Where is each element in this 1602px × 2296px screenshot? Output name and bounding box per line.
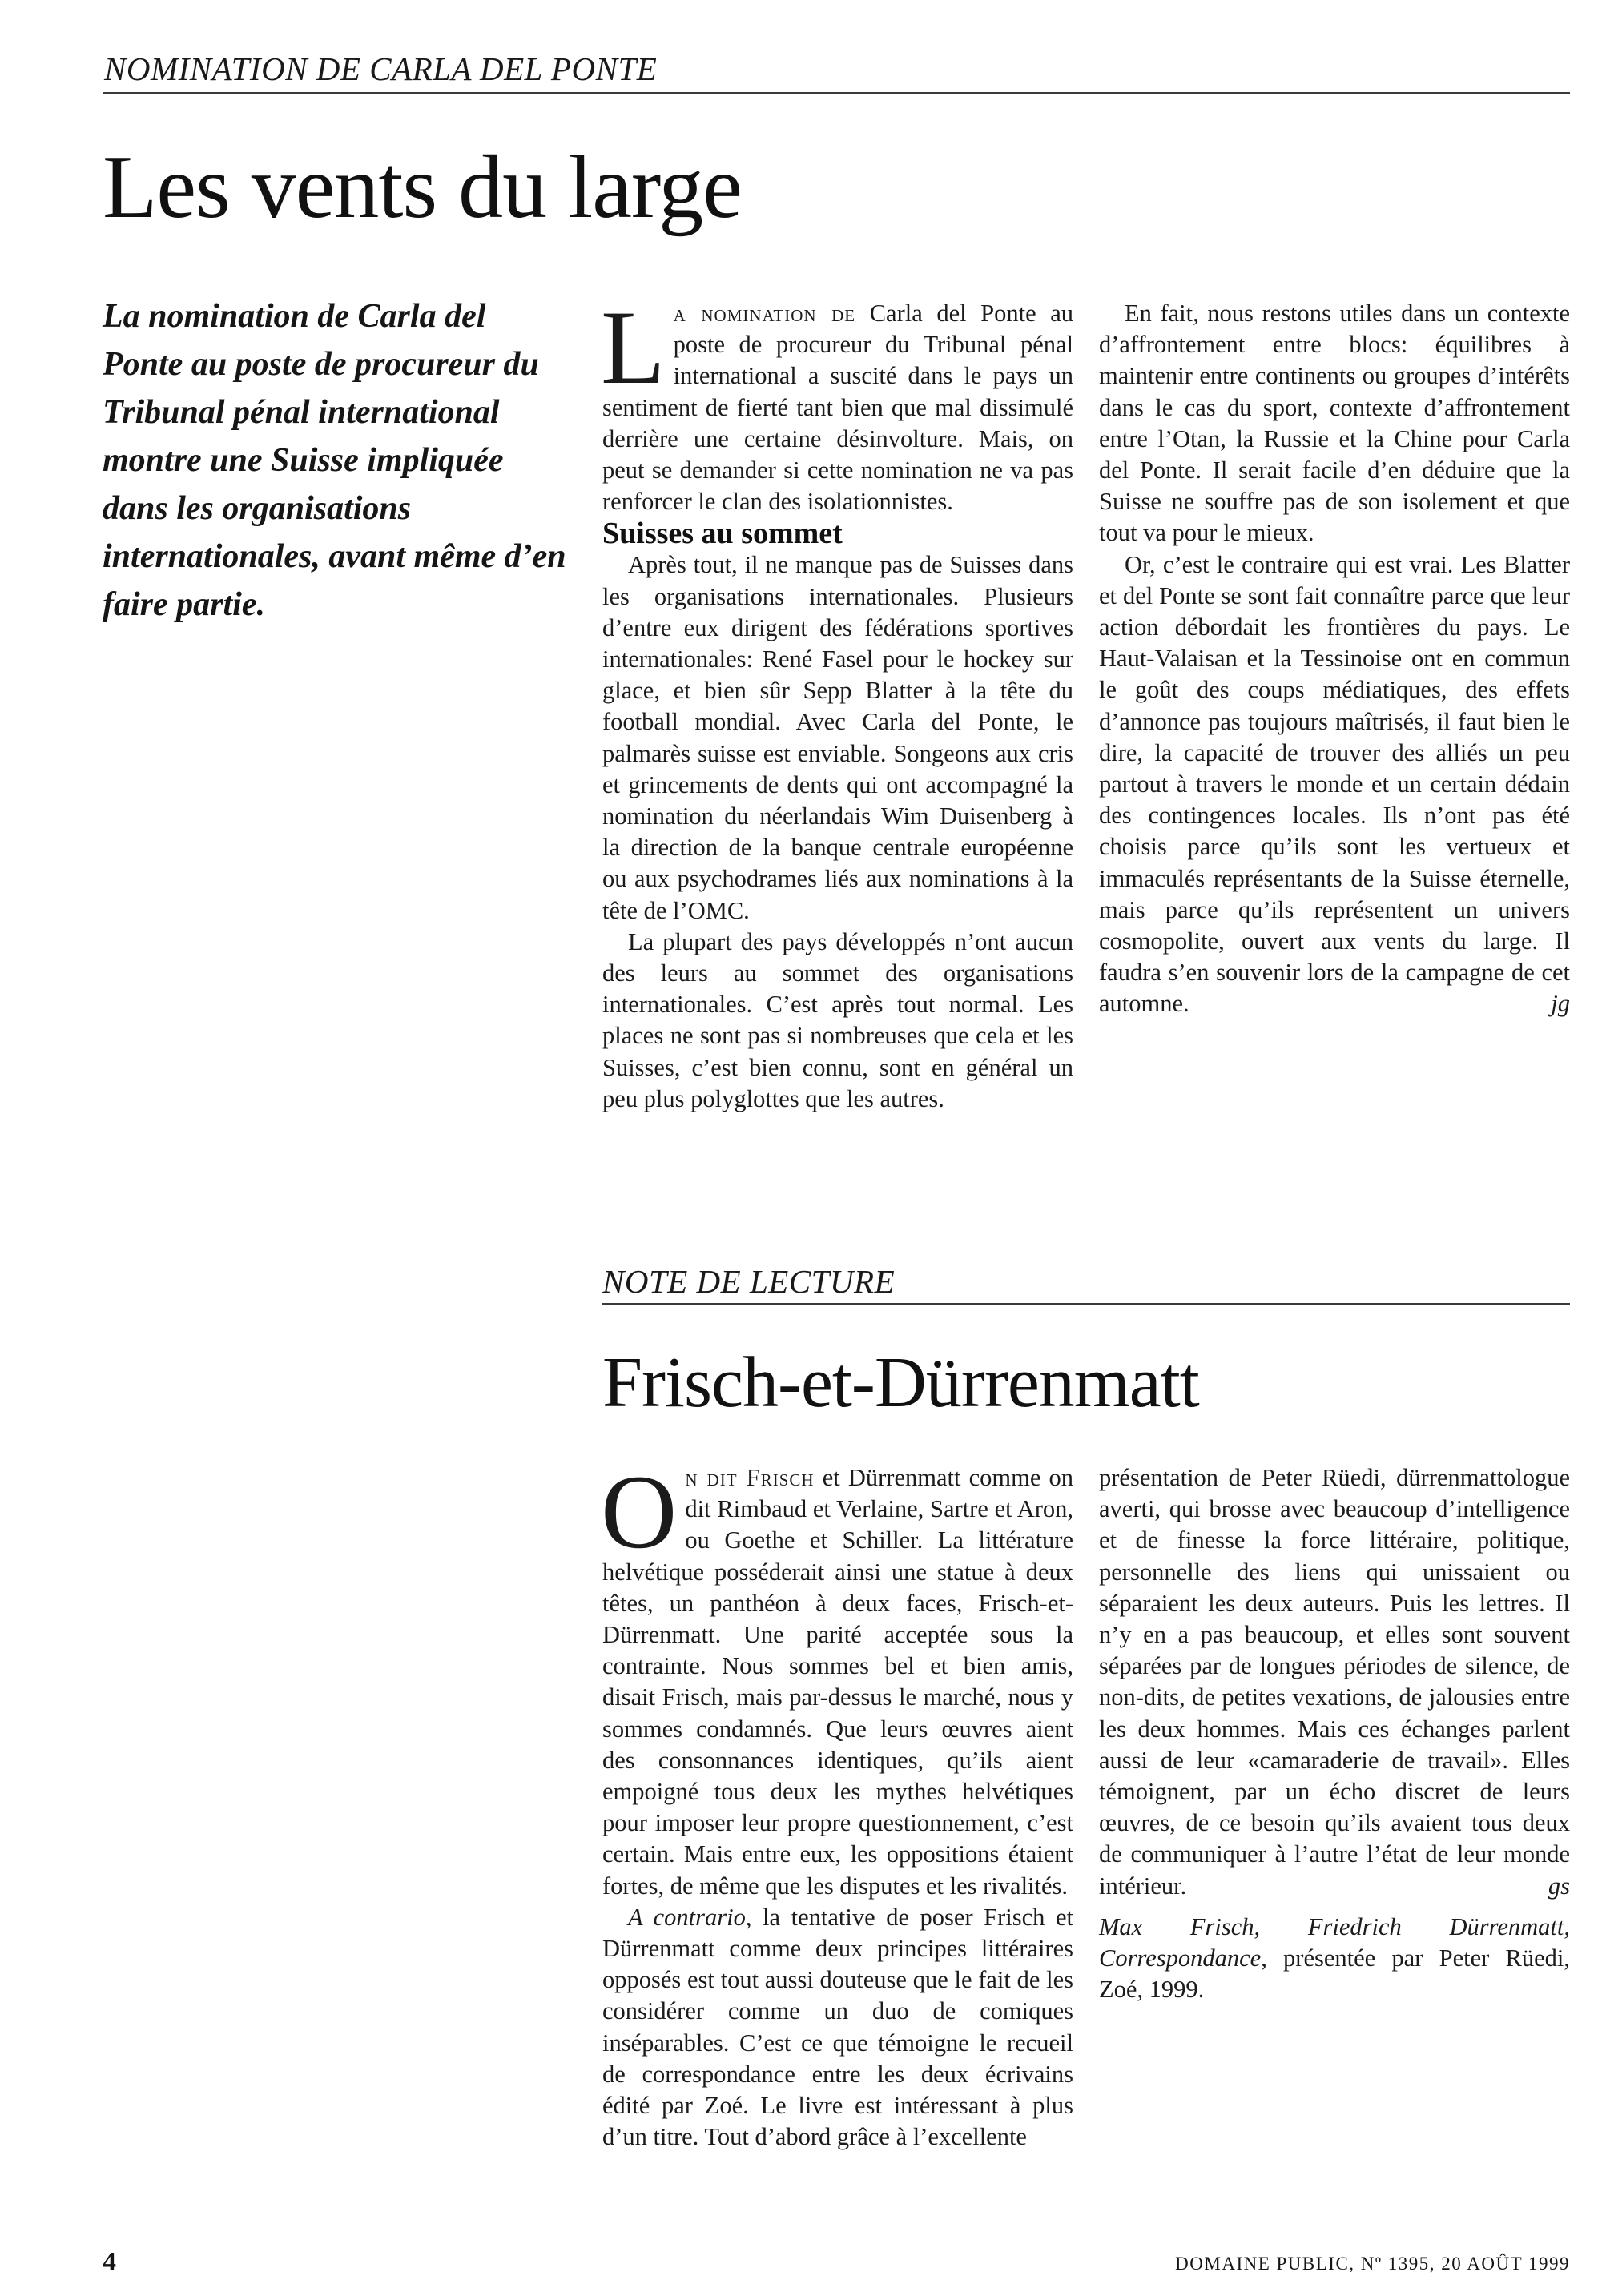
section-kicker: NOTE DE LECTURE — [602, 1263, 896, 1300]
paragraph — [601, 1453, 1073, 1902]
book-reference — [1099, 1912, 1570, 2006]
article-lede: La nomination de Carla del Ponte au poste de procureur du Tribunal pénal international montre une Suisse impliquée dans les organisations internationales, avant même d’en faire partie. — [103, 298, 566, 623]
paragraph — [1099, 1462, 1570, 1902]
issue-info: DOMAINE PUBLIC, Nº 1395, 20 AOÛT 1999 — [1175, 2254, 1570, 2274]
drop-cap: L — [601, 288, 666, 406]
lead-in-smallcaps: a nomination de — [673, 300, 856, 327]
article-title: Frisch-et-Dürrenmatt — [602, 1343, 1199, 1422]
paragraph: La plupart des pays développés n’ont aucun des leurs au sommet des organisations internationales. C’est après tout normal. Les places ne sont pas si nombreuses que cela et les Suisses, c’est bien connu, sont en général un peu plus polyglottes que les autres. — [602, 927, 1073, 1112]
paragraph-text: Or, c’est le contraire qui est vrai. Les Blatter et del Ponte se sont fait connaître parce que leur action débordait les frontières du pays. Le Haut-Valaisan et la Tessinoise ont en commun le goût des coups médiatiques, des effets d’annonce pas toujours maîtrisés, il faut bien le dire, la capacité de trouver des alliés un peu partout à travers le monde et un certain dédain des contingences locales. Ils n’ont pas été choisis parce qu’ils sont les vertueux et immaculés représentants de la Suisse éternelle, mais parce qu’ils représentent un univers cosmopolite, ouvert aux vents du large. Il faudra s’en souvenir lors de la campagne de cet automne. — [1099, 550, 1570, 1018]
page-number: 4 — [103, 2247, 116, 2277]
article-column-1 — [601, 288, 1073, 1235]
paragraph-text: et Dürrenmatt comme on dit Rimbaud et Verlaine, Sartre et Aron, ou Goethe et Schiller. La littérature helvétique posséderait ainsi une statue à deux têtes, un panthéon à deux faces, Frisch-et-Dürrenmatt. Une parité acceptée sous la contrainte. Nous sommes bel et bien amis, disait Frisch, mais par-dessus le marché, nous y sommes condamnés. Que leurs œuvres aient des consonnances identiques, qu’ils aient empoigné tous deux les mythes helvétiques pour imposer leur propre questionnement, c’est certain. Mais entre eux, les oppositions étaient fortes, de même que les disputes et les rivalités. — [602, 1464, 1073, 1900]
article-column-2 — [1099, 1462, 1570, 2167]
lead-in-smallcaps: n dit Frisch — [685, 1464, 815, 1491]
kicker-rule — [103, 92, 1570, 94]
paragraph-text: , la tentative de poser Frisch et Dürrenmatt comme deux principes littéraires opposés est tout aussi douteuse que le fait de les considérer comme un duo de comiques inséparables. C’est ce que témoigne le recueil de correspondance entre les deux écrivains édité par Zoé. Le livre est intéressant à plus d’un titre. Tout d’abord grâce à l’excellente — [602, 1903, 1073, 2151]
section-kicker: NOMINATION DE CARLA DEL PONTE — [104, 50, 658, 87]
drop-cap: O — [601, 1453, 678, 1570]
article-column-1 — [601, 1453, 1073, 2167]
kicker-rule — [602, 1303, 1570, 1305]
italic-phrase: A contrario — [628, 1903, 746, 1931]
paragraph: En fait, nous restons utiles dans un contexte d’affrontement entre blocs: équilibres à maintenir entre continents ou groupes d’intérêts dans le cas du sport, contexte d’affrontement entre l’Otan, la Russie et la Chine pour Carla del Ponte. Il serait facile d’en déduire que la Suisse ne souffre pas de son isolement et que tout va pour le mieux. — [1099, 300, 1570, 547]
paragraph — [1099, 549, 1570, 1020]
paragraph-text: Carla del Ponte au poste de procureur du Tribunal pénal international a suscité dans le pays un sentiment de fierté tant bien que mal dissimulé derrière une certaine désinvolture. Mais, on peut se demander si cette nomination ne va pas renforcer le clan des isolationnistes. — [602, 300, 1073, 516]
author-signature: jg — [1551, 990, 1570, 1018]
paragraph: Après tout, il ne manque pas de Suisses dans les organisations internationales. Plusieurs d’entre eux dirigent des fédérations sportives internationales: René Fasel pour le hockey sur glace, et bien sûr Sepp Blatter à la tête du football mondial. Avec Carla del Ponte, le palmarès suisse est enviable. Songeons aux cris et grincements de dents qui ont accompagné la nomination du néerlandais Wim Duisenberg à la direction de la banque centrale européenne ou aux psychodrames liés aux nominations à la tête de l’OMC. — [602, 551, 1073, 924]
book-title: Max Frisch, Friedrich Dürrenmatt, Correspondance — [1099, 1912, 1570, 1972]
paragraph — [601, 288, 1073, 517]
book-publisher: , présentée par Peter Rüedi, Zoé, 1999. — [1099, 1944, 1570, 2004]
paragraph — [602, 1902, 1073, 2153]
article-title: Les vents du large — [103, 138, 742, 237]
article-column-2 — [1099, 298, 1570, 1235]
author-signature: gs — [1548, 1872, 1570, 1900]
subheading: Suisses au sommet — [602, 517, 843, 551]
paragraph-text: présentation de Peter Rüedi, dürrenmattologue averti, qui brosse avec beaucoup d’intelligence et de finesse la force littéraire, politique, personnelle des liens qui unissaient ou séparaient les deux auteurs. Puis les lettres. Il n’y en a pas beaucoup, et elles sont souvent séparées par de longues périodes de silence, de non-dits, de petites vexations, de jalousies entre les deux hommes. Mais ces échanges parlent aussi de leur «camaraderie de travail». Elles témoignent, par un écho discret de leurs œuvres, de ce besoin qu’ils avaient tous deux de communiquer à l’autre l’état de leur monde intérieur. — [1099, 1464, 1570, 1900]
